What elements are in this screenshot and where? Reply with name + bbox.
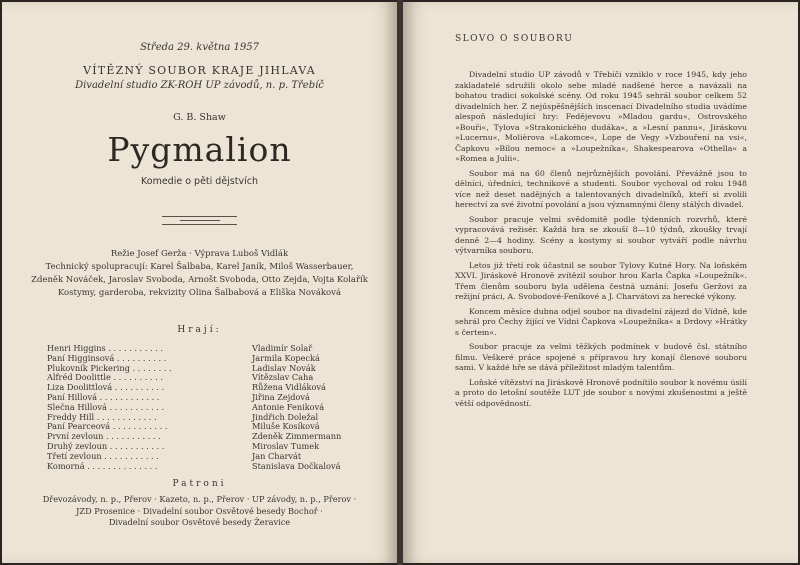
cast-row	[47, 354, 367, 364]
play-subtitle: Komedie o pěti dějstvích	[141, 176, 258, 187]
credits	[2, 248, 397, 300]
patron-line: Divadelní soubor Osvětové besedy Žeravice	[108, 517, 291, 527]
actor: Zdeněk Zimmermann	[252, 431, 342, 442]
actor: Ladislav Novák	[252, 362, 316, 373]
role: Slečna Hillová . . . . . . . . . . .	[47, 402, 165, 412]
ornament-line	[162, 224, 237, 225]
paragraph: Letos již třetí rok účastnil se soubor Tylovy Kutné Hory. Na loňském XXVI. Jiráskově Hronově zvítězil soubor hrou Karla Čapka »Loupežník«. Třem členům souboru byla udělena čestná uznání: Josefu Geržovi za režijní práci, A. Svobodové-Feníkové a J. Charvátovi za herecké výkony.	[455, 260, 747, 301]
role: Komorná . . . . . . . . . . . . . .	[47, 461, 158, 471]
actor: Růžena Vidláková	[252, 382, 326, 393]
patrons-list	[2, 494, 397, 529]
patron-line: JZD Prosenice · Divadelní soubor Osvětové besedy Bochoř ·	[76, 505, 323, 516]
paragraph: Soubor má na 60 členů nejrůznějších povolání. Převážně jsou to dělníci, úředníci, technikové a studenti. Soubor vychoval od roku 1948 více než deset nadějných a talentovaných divadelníků, kteří si zvolili herectví za své životní povolání a jsou významnými členy stálých divadel.	[455, 168, 747, 209]
patrons-heading: Patroni	[172, 479, 227, 489]
role: Třetí zevloun . . . . . . . . . . .	[47, 451, 159, 461]
actor: Miluše Kosíková	[252, 421, 320, 432]
section-body	[455, 70, 747, 413]
actor: Vladimír Solař	[252, 343, 313, 353]
paragraph: Soubor pracuje za velmi těžkých podmínek v budově čsl. státního filmu. Veškeré práce spojené s přípravou hry konají členové souboru sami. V každé hře se dává příležitost mladým talentům.	[455, 342, 747, 372]
studio-name: Divadelní studio ZK-ROH UP závodů, n. p. Třebíč	[75, 80, 324, 91]
actor: Jindřich Doležal	[252, 411, 319, 422]
cast-row	[47, 432, 367, 442]
cast-list	[47, 344, 367, 471]
right-page	[403, 2, 798, 563]
cast-row	[47, 364, 367, 374]
author: G. B. Shaw	[173, 112, 226, 123]
role: První zevloun . . . . . . . . . . .	[47, 432, 161, 442]
role: Paní Pearceová . . . . . . . . . . .	[47, 422, 168, 432]
play-title: Pygmalion	[107, 130, 292, 169]
role: Alfréd Doolittle . . . . . . . . . .	[47, 373, 163, 383]
role: Henri Higgins . . . . . . . . . . .	[47, 344, 163, 353]
paragraph: Koncem měsíce dubna odjel soubor na divadelní zájezd do Vídně, kde sehrál pro Čechy žijící ve Vídni Čapkova »Loupežníka« a Drdovy »Hrátky s čertem«.	[455, 306, 747, 337]
paragraph: Loňské vítězství na Jiráskově Hronově podnítilo soubor k novému úsilí a proto do letošní soutěže LUT jde soubor s novými zkušenostmi a ještě větší odpovědností.	[455, 377, 747, 408]
paragraph: Divadelní studio UP závodů v Třebíči vzniklo v roce 1945, kdy jeho zakladatelé sdružili okolo sebe mladé nadšené herce a navázali na bohatou tradici sokolské scény. Od roku 1945 sehrál soubor celkem 52 divadelních her. Z nejúspěšnějších inscenací Divadelního studia uvádíme alespoň následující hry: Fedějevovu »Mladou gardu«, Ostrovského »Bouři«, Tylova »Strakonického dudáka«, a »Lesní pannu«, Jiráskovu »Lucernu«, Molièrova »Lakomce«, Lope de Vegy »Vzbouření na vsi«, Čapkovu »Bílou nemoc« a »Loupežníka«, Shakespearova »Othella« a »Romea a Julii«.	[455, 70, 747, 163]
actor: Jiřina Zejdová	[252, 391, 310, 402]
credit-line: Režie Josef Gerža · Výprava Luboš Vidlák	[110, 249, 289, 259]
credit-line: Zdeněk Nováček, Jaroslav Svoboda, Arnošt Svoboda, Otto Zejda, Vojta Kolařík	[31, 275, 368, 285]
role: Druhý zevloun . . . . . . . . . . .	[47, 441, 165, 451]
role: Freddy Hill . . . . . . . . . . . .	[47, 412, 157, 422]
cast-row	[47, 403, 367, 413]
actor: Stanislava Dočkalová	[252, 460, 341, 471]
role: Plukovník Pickering . . . . . . . .	[47, 363, 172, 373]
role: Liza Doolittlová . . . . . . . . . .	[47, 383, 165, 393]
paragraph: Soubor pracuje velmi svědomitě podle týdenních rozvrhů, které vypracovává režisér. Každá hra se zkouší 8—10 týdnů, zkoušky trvají denně 2—4 hodiny. Scény a kostymy si soubor vytváří podle návrhu výtvarníka souboru.	[455, 214, 747, 255]
credit-line: Kostymy, garderoba, rekvizity Olina Šalbabová a Eliška Nováková	[57, 288, 342, 298]
actor: Vítězslav Caha	[252, 372, 314, 383]
cast-row	[47, 462, 367, 472]
ornament-line	[180, 220, 220, 221]
cast-row	[47, 383, 367, 393]
cast-heading: Hrají:	[177, 325, 222, 335]
role: Paní Higginsová . . . . . . . . . .	[47, 353, 167, 363]
left-page	[2, 2, 397, 563]
performance-date: Středa 29. května 1957	[140, 42, 259, 53]
ornament-line	[162, 216, 237, 217]
ensemble-title: VÍTĚZNÝ SOUBOR KRAJE JIHLAVA	[83, 64, 316, 77]
patron-line: Dřevozávody, n. p., Přerov · Kazeto, n. p., Přerov · UP závody, n. p., Přerov ·	[42, 494, 357, 504]
section-heading: SLOVO O SOUBORU	[455, 34, 574, 44]
actor: Jan Charvát	[252, 450, 302, 461]
role: Paní Hillová . . . . . . . . . . . .	[47, 392, 160, 402]
cast-row	[47, 442, 367, 452]
credit-line: Technický spolupracují: Karel Šalbaba, Karel Janík, Miloš Wasserbauer,	[45, 262, 354, 272]
actor: Miroslav Tumek	[252, 440, 320, 451]
actor: Jarmila Kopecká	[252, 352, 320, 363]
actor: Antonie Feniková	[252, 401, 325, 412]
